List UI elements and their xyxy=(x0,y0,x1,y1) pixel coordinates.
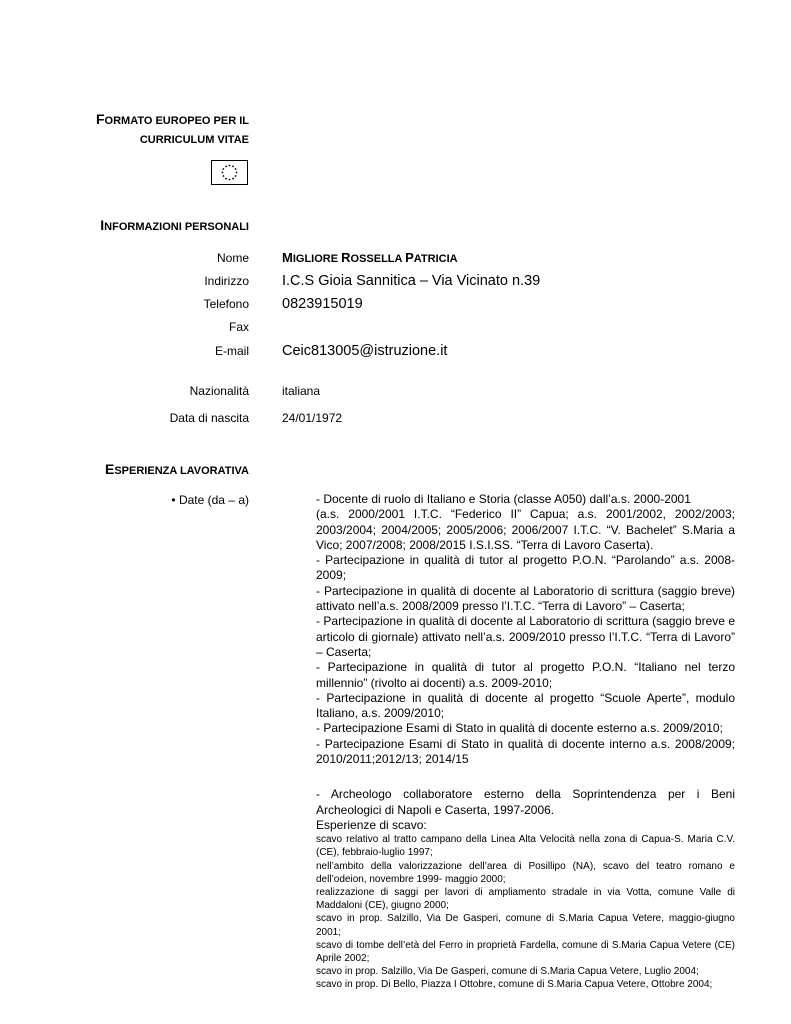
value-email: Ceic813005@istruzione.it xyxy=(282,343,448,359)
experience-item: - Partecipazione in qualità di tutor al progetto P.O.N. “Italiano nel terzo millennio” (rivolto ai docenti) a.s. 2009-2010; xyxy=(316,660,735,690)
value-telefono: 0823915019 xyxy=(282,296,363,312)
excavation-item: nell’ambito della valorizzazione dell’area di Posillipo (NA), scavo del teatro romano e dell’odeion, novembre 1999- maggio 2000; xyxy=(316,860,735,885)
cv-title-initial: F xyxy=(95,111,105,127)
section-heading-experience xyxy=(105,460,249,481)
experience-item: - Partecipazione in qualità di docente al Laboratorio di scrittura (saggio breve) attivato nell’a.s. 2008/2009 presso l’I.T.C. “Terra di Lavoro” – Caserta; xyxy=(316,583,735,614)
experience-item: - Partecipazione in qualità di docente al progetto “Scuole Aperte”, modulo Italiano, a.s. 2009/2010; xyxy=(316,690,735,721)
experience-heading-rest: SPERIENZA LAVORATIVA xyxy=(114,465,249,477)
section-heading-personal xyxy=(100,216,249,237)
excavation-item: scavo in prop. Salzillo, Via De Gasperi, comune di S.Maria Capua Vetere, maggio-giugno 2001; xyxy=(316,913,735,938)
name-part-1: IGLIORE xyxy=(292,253,342,265)
excavation-item: scavo di tombe dell’età del Ferro in proprietà Fardella, comune di S.Maria Capua Vetere (CE) Aprile 2002; xyxy=(316,939,735,965)
label-telefono: Telefono xyxy=(203,297,249,311)
name-initial-1: M xyxy=(282,250,293,265)
label-nome: Nome xyxy=(216,251,249,265)
value-nome xyxy=(282,250,458,265)
experience-item: - Partecipazione in qualità di docente al Laboratorio di scrittura (saggio breve e articolo di giornale) attivato nell’a.s. 2009/2010 presso l’I.T.C. “Terra di Lavoro” – Caserta; xyxy=(316,614,735,659)
experience-item: - Partecipazione in qualità di tutor al progetto P.O.N. “Parolando” a.s. 2008-2009; xyxy=(316,553,735,583)
name-part-3: ATRICIA xyxy=(413,253,458,265)
name-initial-3: P xyxy=(405,250,414,265)
value-indirizzo: I.C.S Gioia Sannitica – Via Vicinato n.39 xyxy=(282,273,541,289)
cv-title-line1 xyxy=(96,110,249,131)
label-email: E-mail xyxy=(214,344,249,358)
experience-item: - Partecipazione Esami di Stato in qualità di docente esterno a.s. 2009/2010; xyxy=(316,721,723,736)
cv-title xyxy=(96,110,249,150)
value-data-nascita: 24/01/1972 xyxy=(282,411,343,425)
value-nazionalita: italiana xyxy=(282,384,321,398)
archaeology-item: - Archeologo collaboratore esterno della Soprintendenza per i Beni Archeologici di Napoli e Caserta, 1997-2006. xyxy=(316,787,735,817)
experience-content xyxy=(316,492,735,992)
label-date-da-a: • Date (da – a) xyxy=(171,493,249,507)
experience-item: - Docente di ruolo di Italiano e Storia (classe A050) dall’a.s. 2000-2001 xyxy=(316,492,691,506)
label-fax: Fax xyxy=(228,320,249,334)
eu-flag-icon xyxy=(211,160,248,185)
personal-heading-rest: NFORMAZIONI PERSONALI xyxy=(104,221,249,233)
archaeology-block xyxy=(316,787,735,991)
label-nazionalita: Nazionalità xyxy=(189,384,249,398)
cv-title-line2: CURRICULUM VITAE xyxy=(139,134,249,146)
label-data-nascita: Data di nascita xyxy=(169,411,249,425)
name-part-2: OSSELLA xyxy=(350,253,406,265)
teaching-block xyxy=(316,492,735,767)
archaeology-subheading: Esperienze di scavo: xyxy=(316,817,427,832)
experience-item: (a.s. 2000/2001 I.T.C. “Federico II” Capua; a.s. 2001/2002, 2002/2003; 2003/2004; 2004/2005; 2005/2006; 2006/2007 I.T.C. “V. Bachelet” S.Maria a Vico; 2007/2008; 2008/2015 I.S.I.SS. “Terra di Lavoro Caserta). xyxy=(316,507,735,552)
experience-heading-initial: E xyxy=(105,461,115,477)
cv-title-line1-rest: ORMATO EUROPEO PER IL xyxy=(104,115,249,127)
excavation-item: scavo in prop. Salzillo, Via De Gasperi, comune di S.Maria Capua Vetere, Luglio 2004; xyxy=(316,966,699,978)
excavation-item: realizzazione di saggi per lavori di ampliamento stradale in via Votta, comune Valle di Maddaloni (CE), giugno 2000; xyxy=(316,887,735,912)
personal-heading-initial: I xyxy=(100,217,105,233)
eu-flag-stars-icon xyxy=(212,161,247,184)
excavation-item: scavo in prop. Di Bello, Piazza I Ottobre, comune di S.Maria Capua Vetere, Ottobre 2004; xyxy=(316,979,713,991)
name-initial-2: R xyxy=(341,250,351,265)
experience-item: - Partecipazione Esami di Stato in qualità di docente interno a.s. 2008/2009; 2010/2011;2012/13; 2014/15 xyxy=(316,736,735,767)
label-indirizzo: Indirizzo xyxy=(204,274,249,288)
excavation-item: scavo relativo al tratto campano della Linea Alta Velocità nella zona di Capua-S. Maria C.V. (CE), febbraio-luglio 1997; xyxy=(316,834,735,859)
